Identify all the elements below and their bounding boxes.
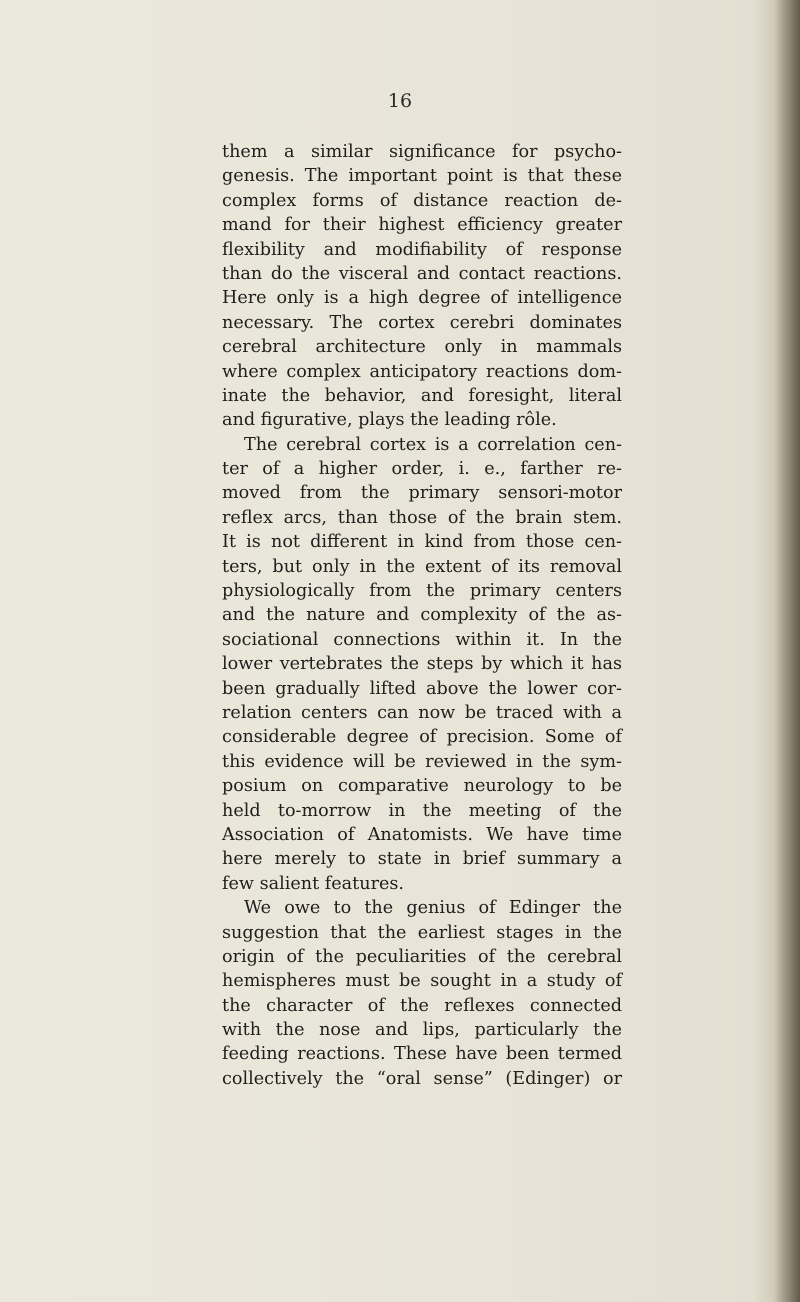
text-line: the character of the reflexes connected <box>222 995 622 1016</box>
text-line: complex forms of distance reaction de- <box>222 190 622 211</box>
text-line: considerable degree of precision. Some of <box>222 727 622 748</box>
paragraph-start-line: We owe to the genius of Edinger the <box>244 898 622 919</box>
text-line: collectively the “oral sense” (Edinger) or <box>222 1068 622 1089</box>
text-line: and figurative, plays the leading rôle. <box>222 410 557 431</box>
text-line: hemispheres must be sought in a study of <box>222 971 622 992</box>
text-line: lower vertebrates the steps by which it has <box>222 654 622 675</box>
text-line: physiologically from the primary centers <box>222 581 622 602</box>
text-line: inate the behavior, and foresight, literal <box>222 385 622 406</box>
text-line: moved from the primary sensori-motor <box>222 483 622 504</box>
text-line: ters, but only in the extent of its removal <box>222 556 622 577</box>
text-line: posium on comparative neurology to be <box>222 776 622 797</box>
text-line: where complex anticipatory reactions dom- <box>222 361 622 382</box>
text-line: few salient features. <box>222 873 405 894</box>
page-edge-shadow <box>774 0 800 1302</box>
text-line: cerebral architecture only in mammals <box>222 337 622 358</box>
text-line: flexibility and modifiability of response <box>222 239 622 260</box>
body-text <box>222 140 622 1091</box>
text-line: this evidence will be reviewed in the sym- <box>222 751 622 772</box>
text-line: mand for their highest efficiency greater <box>222 215 622 236</box>
text-line: Here only is a high degree of intelligence <box>222 288 622 309</box>
text-line: here merely to state in brief summary a <box>222 849 622 870</box>
text-line: necessary. The cortex cerebri dominates <box>222 312 622 333</box>
text-line: been gradually lifted above the lower cor- <box>222 678 622 699</box>
text-line: and the nature and complexity of the as- <box>222 605 622 626</box>
page-number: 16 <box>387 90 413 112</box>
text-line: feeding reactions. These have been termed <box>222 1044 622 1065</box>
text-line: origin of the peculiarities of the cerebral <box>222 946 622 967</box>
text-line: suggestion that the earliest stages in the <box>222 922 622 943</box>
text-line: sociational connections within it. In the <box>222 629 622 650</box>
text-line: than do the visceral and contact reactions. <box>222 263 622 284</box>
text-line: held to-morrow in the meeting of the <box>222 800 622 821</box>
text-line: Association of Anatomists. We have time <box>222 824 622 845</box>
text-line: with the nose and lips, particularly the <box>222 1020 622 1041</box>
text-line: relation centers can now be traced with a <box>222 702 622 723</box>
text-line: ter of a higher order, i. e., farther re- <box>222 459 622 480</box>
text-line: It is not different in kind from those cen- <box>222 532 622 553</box>
text-line: them a similar significance for psycho- <box>222 142 622 162</box>
text-line: reflex arcs, than those of the brain stem. <box>222 507 622 528</box>
text-line: genesis. The important point is that these <box>222 166 622 187</box>
paragraph-start-line: The cerebral cortex is a correlation cen- <box>244 434 622 455</box>
